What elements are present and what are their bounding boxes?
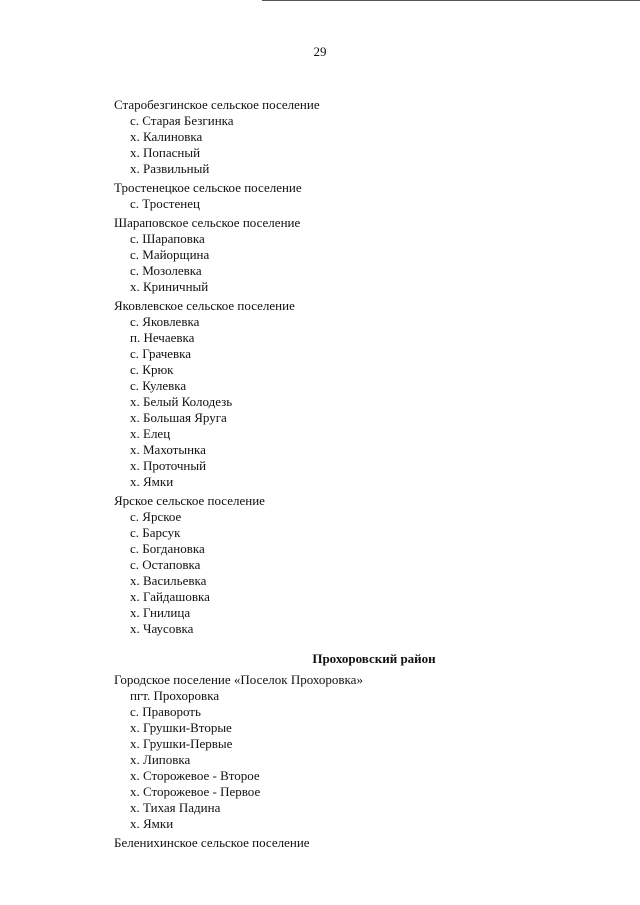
locality-entry: х. Проточный xyxy=(130,458,207,473)
locality-entry: с. Шараповка xyxy=(130,231,205,246)
locality-entry: х. Белый Колодезь xyxy=(130,394,233,409)
top-border-line xyxy=(262,0,640,1)
locality-entry: пгт. Прохоровка xyxy=(130,688,220,703)
locality-entry: х. Попасный xyxy=(130,145,201,160)
locality-entry: с. Барсук xyxy=(130,525,181,540)
locality-entry: с. Остаповка xyxy=(130,557,201,572)
locality-entry: х. Гайдашовка xyxy=(130,589,210,604)
locality-entry: с. Ярское xyxy=(130,509,182,524)
settlement-entry: Шараповское сельское поселение xyxy=(114,215,301,230)
locality-entry: х. Ямки xyxy=(130,474,174,489)
locality-entry: х. Тихая Падина xyxy=(130,800,221,815)
locality-entry: х. Криничный xyxy=(130,279,209,294)
locality-entry: х. Махотынка xyxy=(130,442,206,457)
settlement-entry: Беленихинское сельское поселение xyxy=(114,835,310,850)
locality-entry: х. Грушки-Вторые xyxy=(130,720,232,735)
settlement-entry: Ярское сельское поселение xyxy=(114,493,265,508)
locality-entry: с. Мозолевка xyxy=(130,263,202,278)
locality-entry: с. Грачевка xyxy=(130,346,192,361)
locality-entry: х. Васильевка xyxy=(130,573,207,588)
locality-entry: с. Богдановка xyxy=(130,541,205,556)
locality-entry: п. Нечаевка xyxy=(130,330,195,345)
locality-entry: с. Майорщина xyxy=(130,247,210,262)
locality-entry: х. Сторожевое - Второе xyxy=(130,768,260,783)
locality-entry: с. Старая Безгинка xyxy=(130,113,234,128)
locality-entry: с. Яковлевка xyxy=(130,314,200,329)
locality-entry: х. Липовка xyxy=(130,752,191,767)
locality-entry: с. Тростенец xyxy=(130,196,200,211)
district-entry: Прохоровский район xyxy=(312,651,436,666)
locality-entry: с. Крюк xyxy=(130,362,174,377)
settlement-list xyxy=(114,97,614,851)
settlement-entry: Старобезгинское сельское поселение xyxy=(114,97,320,112)
locality-entry: х. Гнилица xyxy=(130,605,191,620)
locality-entry: х. Елец xyxy=(130,426,171,441)
locality-entry: х. Грушки-Первые xyxy=(130,736,233,751)
locality-entry: х. Развильный xyxy=(130,161,210,176)
page-number: 29 xyxy=(313,44,327,59)
locality-entry: х. Калиновка xyxy=(130,129,203,144)
settlement-entry: Яковлевское сельское поселение xyxy=(114,298,295,313)
settlement-entry: Городское поселение «Поселок Прохоровка» xyxy=(114,672,363,687)
locality-entry: с. Правороть xyxy=(130,704,201,719)
settlement-entry: Тростенецкое сельское поселение xyxy=(114,180,302,195)
locality-entry: х. Чаусовка xyxy=(130,621,194,636)
locality-entry: х. Сторожевое - Первое xyxy=(130,784,261,799)
locality-entry: х. Ямки xyxy=(130,816,174,831)
locality-entry: х. Большая Яруга xyxy=(130,410,227,425)
locality-entry: с. Кулевка xyxy=(130,378,187,393)
